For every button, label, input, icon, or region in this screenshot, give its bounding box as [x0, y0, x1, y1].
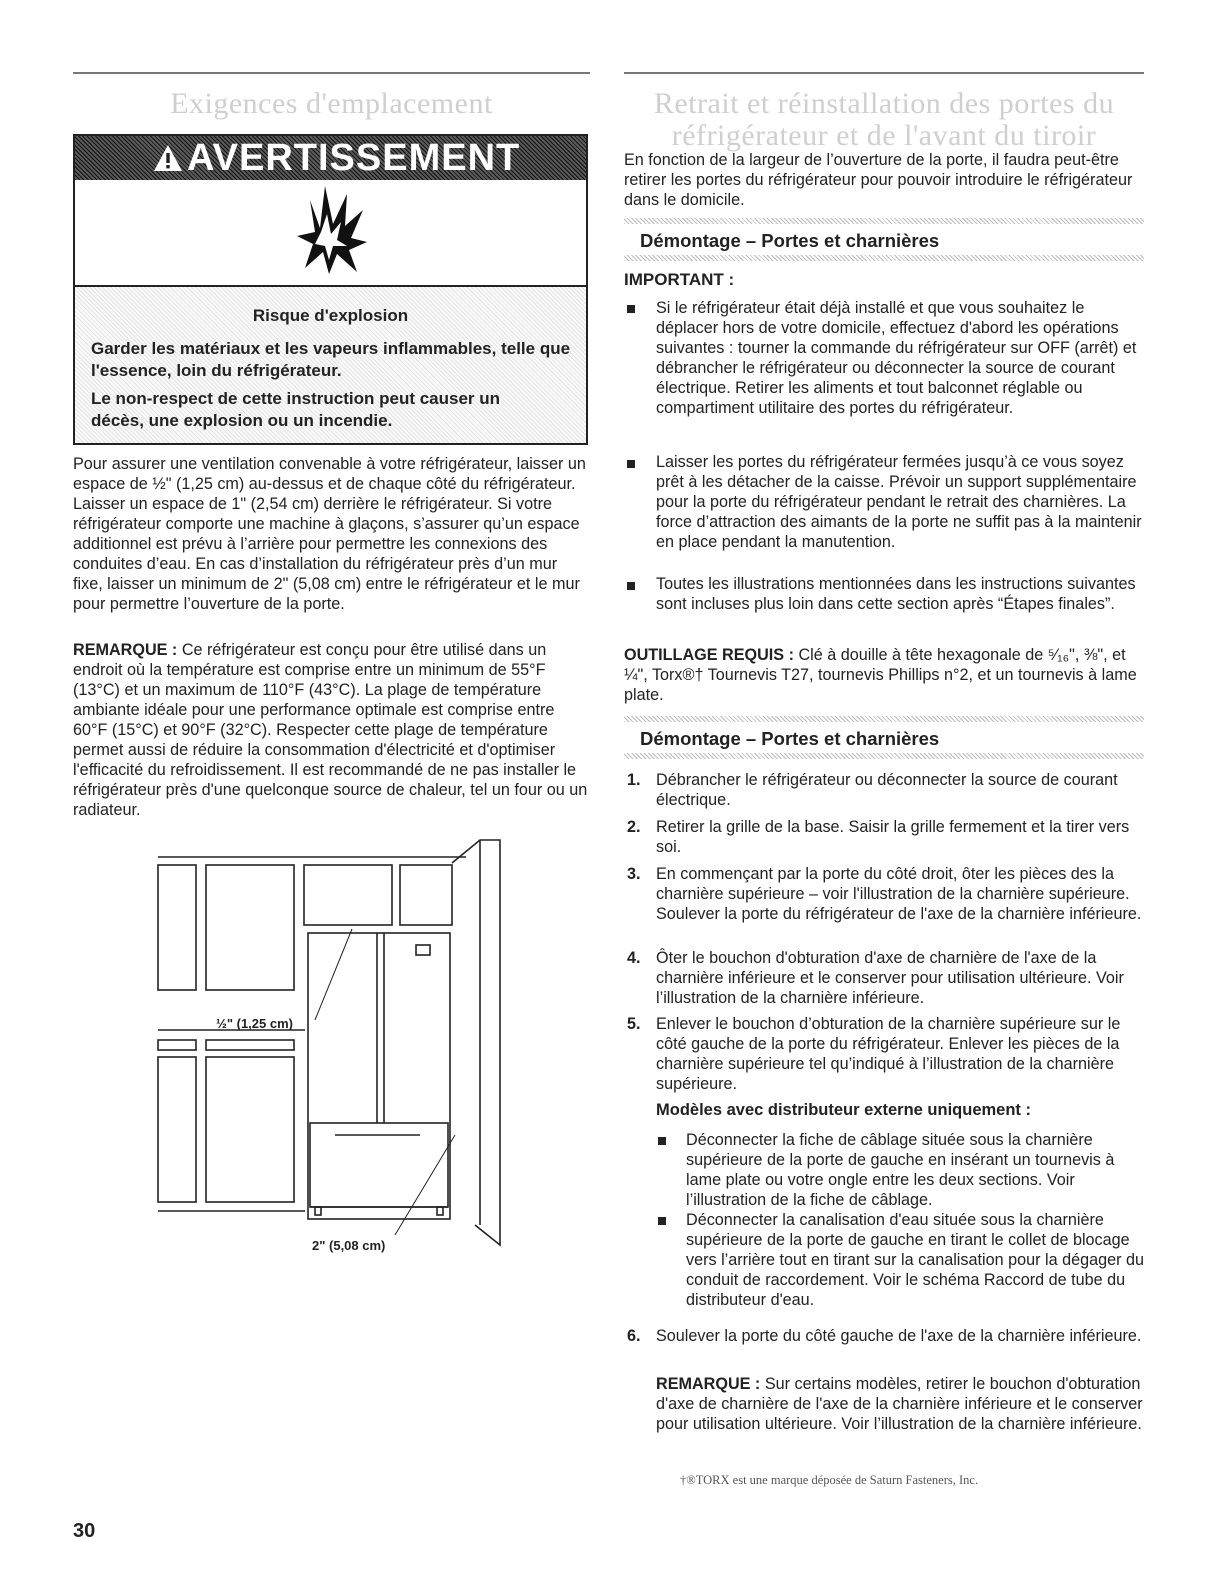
subheading-disassembly-1: Démontage – Portes et charnières — [640, 230, 940, 251]
clearance-diagram — [150, 835, 510, 1255]
warning-line-1: Garder les matériaux et les vapeurs inflammables, telle que l'essence, loin du réfrigérateur. — [91, 339, 571, 380]
subheading-1-hatch-top — [624, 218, 1144, 224]
warning-pictogram-area — [75, 180, 586, 287]
remark-label: REMARQUE : — [73, 641, 178, 659]
left-top-rule — [73, 72, 590, 74]
subheading-2-hatch-bottom — [624, 753, 1144, 759]
step-1-text: Débrancher le réfrigérateur ou déconnecter la source de courant électrique. — [656, 771, 1118, 809]
step-number: 2. — [627, 818, 641, 836]
step-6-text: Soulever la porte du côté gauche de l'axe de la charnière inférieure. — [656, 1327, 1142, 1345]
warning-line-2: Le non-respect de cette instruction peut causer un décès, une explosion ou un incendie. — [91, 389, 501, 430]
torx-footnote: †®TORX est une marque déposée de Saturn Fasteners, Inc. — [680, 1473, 979, 1487]
step-number: 5. — [627, 1015, 641, 1033]
tools-text: Clé à douille à tête hexagonale de ⁵⁄₁₆", ⅜", et ¼", Torx®† Tournevis T27, tournevis Phillips n°2, et un tournevis à lame plate. — [624, 646, 1137, 704]
bullet-marker — [658, 1137, 666, 1145]
step-number: 1. — [627, 771, 641, 789]
important-label: IMPORTANT : — [624, 270, 735, 289]
diagram-label-bottom: 2" (5,08 cm) — [312, 1238, 386, 1253]
important-bullet-2: Laisser les portes du réfrigérateur fermées jusqu’à ce vous soyez prêt à les détacher de la caisse. Prévoir un support supplémentaire pour la porte du réfrigérateur pendant le retrait des charnières. La force d’attraction des aimants de la porte ne suffit pas à la maintenir en place pendant la manutention. — [656, 453, 1142, 551]
explosion-icon — [275, 184, 385, 284]
step-4-text: Ôter le bouchon d'obturation d'axe de charnière de l'axe de la charnière inférieure et le conserver pour utilisation ultérieure. Voir l’illustration de la charnière inférieure. — [656, 949, 1124, 1007]
step-6-remark-text: Sur certains modèles, retirer le bouchon d'obturation d'axe de charnière de l'axe de la charnière inférieure et le conserver pour utilisation ultérieure. Voir l’illustration de la charnière inférieure. — [656, 1375, 1143, 1433]
step-6-remark — [656, 1374, 1144, 1434]
ventilation-paragraph: Pour assurer une ventilation convenable à votre réfrigérateur, laisser un espace de ½" (1,25 cm) au-dessus et de chaque côté du réfrigérateur. Laisser un espace de 1" (2,54 cm) derrière le réfrigérateur. Si votre réfrigérateur comporte une machine à glaçons, s’assurer qu’un espace additionnel est prévu à l’arrière pour permettre les connexions des conduites d’eau. En cas d’installation du réfrigérateur près d’un mur fixe, laisser un minimum de 2" (5,08 cm) entre le réfrigérateur et le mur pour permettre l’ouverture de la porte. — [73, 455, 586, 613]
section-title-doors-line1: Retrait et réinstallation des portes du — [653, 87, 1115, 120]
page-number: 30 — [73, 1520, 96, 1542]
tools-label: OUTILLAGE REQUIS : — [624, 646, 794, 664]
tools-paragraph — [624, 645, 1144, 705]
step-number: 6. — [627, 1327, 641, 1345]
remark-paragraph — [73, 640, 590, 820]
step-5-text: Enlever le bouchon d’obturation de la charnière supérieure sur le côté gauche de la porte du réfrigérateur. Enlever les pièces de la charnière supérieure tel qu’indiqué à l’illustration de la charnière supérieure. — [656, 1015, 1121, 1093]
important-bullet-1: Si le réfrigérateur était déjà installé et que vous souhaitez le déplacer hors de votre domicile, effectuez d'abord les opérations suivantes : tourner la commande du réfrigérateur sur OFF (arrêt) et débrancher le réfrigérateur ou déconnecter la source de courant électrique. Retirer les aliments et tout balconnet réglable ou compartiment utilitaire des portes du réfrigérateur. — [656, 299, 1137, 417]
step-6-remark-label: REMARQUE : — [656, 1375, 761, 1393]
section-title-doors-line2: réfrigérateur et de l'avant du tiroir — [671, 119, 1097, 152]
subheading-2-hatch-top — [624, 716, 1144, 722]
warning-subtitle: Risque d'explosion — [252, 306, 409, 325]
section-title-placement: Exigences d'emplacement — [170, 87, 493, 120]
bullet-marker — [627, 460, 635, 468]
step-number: 3. — [627, 865, 641, 883]
bullet-marker — [627, 582, 635, 590]
models-heading: Modèles avec distributeur externe uniquement : — [656, 1101, 1032, 1119]
remark-text: Ce réfrigérateur est conçu pour être utilisé dans un endroit où la température est comprise entre un minimum de 55°F (13°C) et un maximum de 110°F (43°C). La plage de température ambiante idéale pour une performance optimale est comprise entre 60°F (15°C) et 90°F (32°C). Respecter cette plage de température permet aussi de réduire la consommation d'électricité et d'optimiser l'efficacité du refroidissement. Il est recommandé de ne pas installer le réfrigérateur près d'une quelconque source de chaleur, tel un four ou un radiateur. — [73, 641, 588, 819]
step-number: 4. — [627, 949, 641, 967]
bullet-marker — [627, 305, 635, 313]
diagram-label-top: ½" (1,25 cm) — [216, 1016, 293, 1031]
models-bullet-1: Déconnecter la fiche de câblage située sous la charnière supérieure de la porte de gauche en insérant un tournevis à lame plate ou votre ongle entre les deux sections. Voir l’illustration de la fiche de câblage. — [686, 1131, 1115, 1209]
models-bullet-2: Déconnecter la canalisation d'eau située sous la charnière supérieure de la porte de gauche en tirant le collet de blocage vers l’arrière tout en tirant sur la canalisation pour la dégager du conduit de raccordement. Voir le schéma Raccord de tube du distributeur d'eau. — [686, 1211, 1145, 1309]
step-3-text: En commençant par la porte du côté droit, ôter les pièces des la charnière supérieure – voir l'illustration de la charnière supérieure. Soulever la porte du réfrigérateur de l'axe de la charnière inférieure. — [656, 865, 1142, 923]
warning-triangle-icon — [153, 144, 183, 172]
subheading-1-hatch-bottom — [624, 255, 1144, 261]
step-2-text: Retirer la grille de la base. Saisir la grille fermement et la tirer vers soi. — [656, 818, 1130, 856]
warning-box — [73, 134, 588, 445]
bullet-marker — [658, 1217, 666, 1225]
warning-header-text: AVERTISSEMENT — [187, 137, 521, 179]
intro-paragraph: En fonction de la largeur de l’ouverture de la porte, il faudra peut-être retirer les portes du réfrigérateur pour pouvoir introduire le réfrigérateur dans le domicile. — [624, 151, 1133, 209]
subheading-disassembly-2: Démontage – Portes et charnières — [640, 728, 940, 749]
important-bullet-3: Toutes les illustrations mentionnées dans les instructions suivantes sont incluses plus loin dans cette section après “Étapes finales”. — [656, 575, 1136, 613]
right-top-rule — [624, 72, 1144, 74]
warning-header — [75, 136, 586, 180]
